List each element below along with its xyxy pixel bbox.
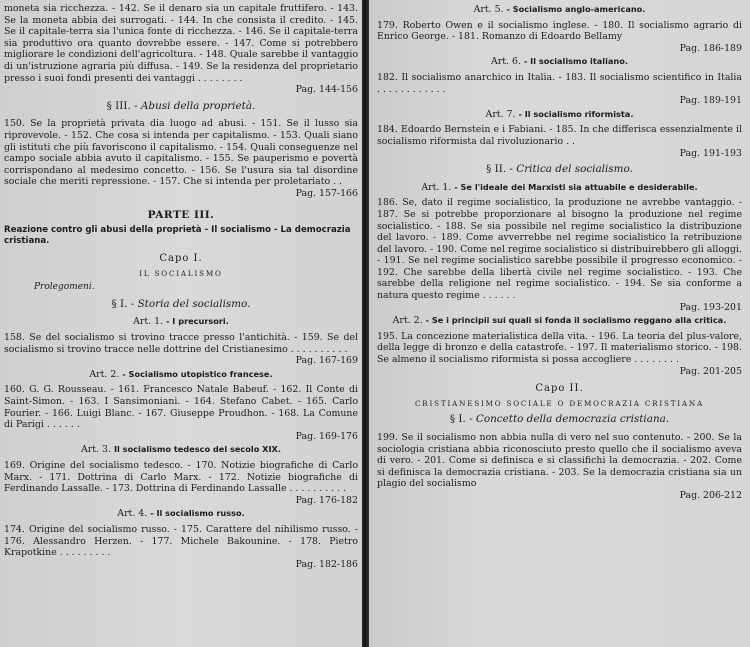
article-heading: Art. 7. - Il socialismo riformista. bbox=[485, 108, 634, 120]
section-heading: § II. - Critica del socialismo. bbox=[486, 163, 633, 176]
right-page bbox=[369, 0, 750, 647]
toc-entry-179: 179. Roberto Owen e il socialismo inglese. - 180. Il socialismo agrario di Enrico George. - 181. Romanzo di Edoardo Bellamy Pag. 186-189 bbox=[377, 19, 742, 54]
book-gutter bbox=[362, 0, 369, 647]
section-heading: § I. - Storia del socialismo. bbox=[111, 297, 251, 310]
article-heading: Art. 1. - Se l'ideale dei Marxisti sia attuabile e desiderabile. bbox=[421, 181, 698, 193]
page-ref: Pag. 201-205 bbox=[679, 365, 742, 377]
toc-entry-195: 195. La concezione materialistica della vita. - 196. La teoria del plus-valore, della legge di bronzo e della catastrofe. - 197. Il materialismo storico. - 198. Se almeno il socialismo riformista si possa accogliere . . . . . . . . Pag. 201-205 bbox=[377, 330, 742, 377]
page-ref: Pag. 167-169 bbox=[295, 355, 358, 367]
chapter-title: CRISTIANESIMO SOCIALE O DEMOCRAZIA CRISTIANA bbox=[414, 398, 704, 408]
article-heading: Art. 2. - Socialismo utopistico francese. bbox=[89, 368, 273, 380]
toc-entry-141: moneta sia ricchezza. - 142. Se il denaro sia un capitale fruttifero. - 143. Se la moneta abbia dei surrogati. - 144. In che consista il credito. - 145. Se il capitale-terra sia l'unica fonte di ricchezza. - 146. Se il capitale-terra sia produttivo ora quanto dovrebbe essere. - 147. Come si potrebbero migliorare le condizioni dell'agricoltura. - 148. Quale sarebbe il vantaggio di un'istruzione agraria più diffusa. - 149. Se la residenza del proprietario presso i suoi fondi presenti dei vantaggi . . . . . . . . Pag. 144-156 bbox=[4, 3, 358, 96]
toc-entry-199: 199. Se il socialismo non abbia nulla di vero nel suo contenuto. - 200. Se la sociologia cristiana abbia riconosciuto presto quello che il socialismo aveva di vero. - 201. Come si definisca e si classifichi la democrazia. - 202. Come si definisca la democrazia cristiana. - 203. Se la democrazia cristiana sia un plagio del socialismo Pag. 206-212 bbox=[377, 432, 742, 501]
page-ref: Pag. 186-189 bbox=[679, 42, 742, 54]
page-ref: Pag. 144-156 bbox=[295, 84, 358, 96]
toc-entry-169: 169. Origine del socialismo tedesco. - 170. Notizie biografiche di Carlo Marx. - 171. Dottrina di Carlo Marx. - 172. Notizie biografiche di Ferdinando Lassalle. - 173. Dottrina di Ferdinando Lassalle . . . . . . . . . . Pag. 176-182 bbox=[4, 460, 358, 506]
page-ref: Pag. 191-193 bbox=[679, 147, 742, 159]
page-ref: Pag. 176-182 bbox=[295, 494, 358, 506]
toc-entry-186: 186. Se, dato il regime socialistico, la produzione ne avrebbe vantaggio. - 187. Se si potrebbe proporzionare al bisogno la produzione nel regime socialistico. - 188. Se sia possibile nel regime socialistico la distribuzione del lavoro. - 189. Come avverrebbe nel regime socialistico la retribuzione del lavoro. - 190. Come nel regime socialistico si distribuirebbero gli alloggi. - 191. Se nel regime socialistico sarebbe possibile il progresso economico. - 192. Che sarebbe della libertà civile nel regime socialistico. - 193. Che sarebbe della religione nel regime socialistico. - 194. Se sia conforme a natura questo regime . . . . . . Pag. 193-201 bbox=[377, 197, 742, 313]
page-ref: Pag. 189-191 bbox=[679, 95, 742, 107]
prolegomeni-label: Prolegomeni. bbox=[34, 282, 95, 293]
article-heading: Art. 3. Il socialismo tedesco del secolo XIX. bbox=[81, 444, 281, 456]
toc-entry-184: 184. Edoardo Bernstein e i Fabiani. - 185. In che differisca essenzialmente il socialismo riformista dal rivoluzionario . . Pag. 191-193 bbox=[377, 124, 742, 159]
toc-entry-158: 158. Se del socialismo si trovino tracce presso l'antichità. - 159. Se del socialismo si trovino tracce nelle dottrine del Cristianesimo . . . . . . . . . . Pag. 167-169 bbox=[4, 332, 358, 367]
article-heading: Art. 2. - Se i principii sui quali si fonda il socialismo reggano alla critica. bbox=[392, 315, 727, 327]
chapter-title: IL SOCIALISMO bbox=[139, 268, 223, 278]
article-heading: Art. 5. - Socialismo anglo-americano. bbox=[473, 4, 646, 15]
page-ref: Pag. 193-201 bbox=[679, 301, 742, 313]
section-heading: § III. - Abusi della proprietà. bbox=[106, 99, 256, 112]
toc-entry-150: 150. Se la proprietà privata dia luogo ad abusi. - 151. Se il lusso sia riprovevole. - 152. Che cosa si intenda per capitalismo. - 153. Quali siano gli istituti che più favoriscono il capitalismo. - 154. Quali conseguenze nel campo sociale abbia avuto il capitalismo. - 155. Se pauperismo e povertà corrispondano al medesimo concetto. - 156. Se l'usura sia tal disordine sociale che meriti repressione. - 157. Che si intenda per proletariato . . Pag. 157-166 bbox=[4, 118, 358, 199]
article-heading: Art. 4. - Il socialismo russo. bbox=[117, 508, 245, 520]
left-page bbox=[0, 0, 362, 647]
article-heading: Art. 6. - Il socialismo italiano. bbox=[491, 56, 628, 68]
chapter-heading: Capo I. bbox=[159, 253, 203, 265]
page-ref: Pag. 206-212 bbox=[679, 489, 742, 501]
article-heading: Art. 1. - I precursori. bbox=[133, 316, 229, 328]
part-heading: PARTE III. bbox=[147, 208, 215, 221]
page-ref: Pag. 169-176 bbox=[295, 430, 358, 442]
page-ref: Pag. 182-186 bbox=[295, 558, 358, 570]
page-ref: Pag. 157-166 bbox=[295, 187, 358, 199]
section-heading: § I. - Concetto della democrazia cristiana. bbox=[449, 413, 670, 426]
part-title: Reazione contro gli abusi della proprietà - Il socialismo - La democrazia cristiana. bbox=[4, 225, 351, 247]
toc-entry-174: 174. Origine del socialismo russo. - 175. Carattere del nihilismo russo. - 176. Alessandro Herzen. - 177. Michele Bakounine. - 178. Pietro Krapotkine . . . . . . . . . Pag. 182-186 bbox=[4, 523, 358, 570]
toc-entry-182: 182. Il socialismo anarchico in Italia. - 183. Il socialismo scientifico in Italia . . . . . . . . . . . . Pag. 189-191 bbox=[377, 71, 742, 107]
toc-entry-160: 160. G. G. Rousseau. - 161. Francesco Natale Babeuf. - 162. Il Conte di Saint-Simon. - 163. I Sansimoniani. - 164. Stefano Cabet. - 165. Carlo Fourier. - 166. Luigi Blanc. - 167. Giuseppe Proudhon. - 168. La Comune di Parigi . . . . . . Pag. 169-176 bbox=[4, 384, 358, 442]
chapter-heading: Capo II. bbox=[535, 383, 584, 395]
